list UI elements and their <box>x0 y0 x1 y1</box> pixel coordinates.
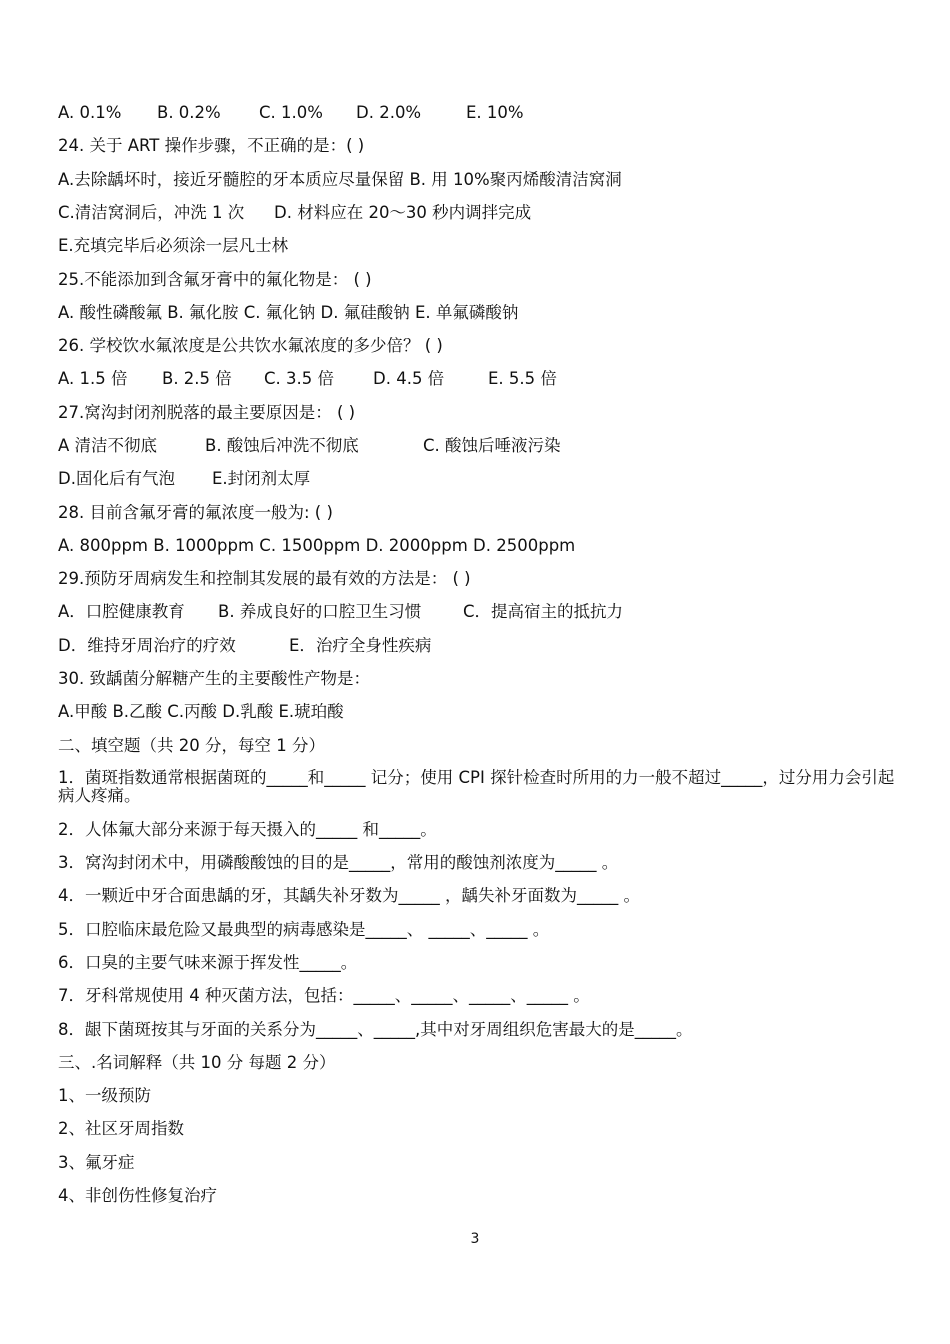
q26-option-b: B. 2.5 倍 <box>162 369 232 388</box>
q23-option-d: D. 2.0% <box>356 103 422 122</box>
term-item-1: 1、一级预防 <box>58 1086 151 1105</box>
fill-item-4: 4．一颗近中牙合面患龋的牙，其龋失补牙数为_____ ，龋失补牙面数为_____ 。 <box>58 886 640 905</box>
q27-question: 27.窝沟封闭剂脱落的最主要原因是： ( ) <box>58 403 356 422</box>
fill-item-6: 6．口臭的主要气味来源于挥发性_____。 <box>58 953 358 972</box>
q29-question: 29.预防牙周病发生和控制其发展的最有效的方法是： ( ) <box>58 569 471 588</box>
q24-options-line3: E.充填完毕后必须涂一层凡士林 <box>58 236 289 255</box>
q23-option-a: A. 0.1% <box>58 103 122 122</box>
fill-item-2: 2．人体氟大部分来源于每天摄入的_____ 和_____。 <box>58 820 437 839</box>
q24-question: 24. 关于 ART 操作步骤，不正确的是：( ) <box>58 136 365 155</box>
q25-question: 25.不能添加到含氟牙膏中的氟化物是： ( ) <box>58 270 372 289</box>
fill-item-7: 7．牙科常规使用 4 种灭菌方法，包括：_____、_____、_____、_____ 。 <box>58 986 590 1005</box>
q27-option-c: C. 酸蚀后唾液污染 <box>423 436 561 455</box>
q28-question: 28. 目前含氟牙膏的氟浓度一般为: ( ) <box>58 503 333 522</box>
q30-options: A.甲酸 B.乙酸 C.丙酸 D.乳酸 E.琥珀酸 <box>58 702 344 721</box>
q27-option-b: B. 酸蚀后冲洗不彻底 <box>205 436 359 455</box>
q29-option-d: D．维持牙周治疗的疗效 <box>58 636 236 655</box>
q26-option-e: E. 5.5 倍 <box>488 369 557 388</box>
q24-options-line1: A.去除龋坏时，接近牙髓腔的牙本质应尽量保留 B. 用 10%聚丙烯酸清洁窝洞 <box>58 170 622 189</box>
term-item-4: 4、非创伤性修复治疗 <box>58 1186 217 1205</box>
q27-option-e: E.封闭剂太厚 <box>212 469 311 488</box>
section3-title: 三、.名词解释（共 10 分 每题 2 分） <box>58 1053 336 1072</box>
q29-option-c: C．提高宿主的抵抗力 <box>463 602 624 621</box>
fill-item-5: 5．口腔临床最危险又最典型的病毒感染是_____、 _____、_____ 。 <box>58 920 550 939</box>
q26-question: 26. 学校饮水氟浓度是公共饮水氟浓度的多少倍？ ( ) <box>58 336 443 355</box>
fill-item-1: 1．菌斑指数通常根据菌斑的_____和_____ 记分；使用 CPI 探针检查时所用的力一般不超过_____，过分用力会引起病人疼痛。 <box>58 768 895 805</box>
q23-option-b: B. 0.2% <box>157 103 221 122</box>
q29-option-a: A．口腔健康教育 <box>58 602 185 621</box>
q27-option-d: D.固化后有气泡 <box>58 469 175 488</box>
term-item-2: 2、社区牙周指数 <box>58 1119 184 1138</box>
q25-options: A. 酸性磷酸氟 B. 氟化胺 C. 氟化钠 D. 氟硅酸钠 E. 单氟磷酸钠 <box>58 303 519 322</box>
fill-item-8: 8．龈下菌斑按其与牙面的关系分为_____、_____,其中对牙周组织危害最大的是_____。 <box>58 1020 693 1039</box>
q26-option-d: D. 4.5 倍 <box>373 369 445 388</box>
q23-option-e: E. 10% <box>466 103 524 122</box>
q26-option-a: A. 1.5 倍 <box>58 369 128 388</box>
q28-options: A. 800ppm B. 1000ppm C. 1500ppm D. 2000ppm D. 2500ppm <box>58 536 576 555</box>
q29-option-e: E．治疗全身性疾病 <box>289 636 432 655</box>
section2-title: 二、填空题（共 20 分，每空 1 分） <box>58 736 325 755</box>
q27-option-a: A 清洁不彻底 <box>58 436 158 455</box>
q29-option-b: B. 养成良好的口腔卫生习惯 <box>218 602 422 621</box>
q24-option-c: C.清洁窝洞后，冲洗 1 次 <box>58 203 245 222</box>
q24-option-d: D. 材料应在 20～30 秒内调拌完成 <box>274 203 532 222</box>
term-item-3: 3、氟牙症 <box>58 1153 135 1172</box>
page-number: 3 <box>470 1231 480 1247</box>
q30-question: 30. 致龋菌分解糖产生的主要酸性产物是： <box>58 669 370 688</box>
q26-option-c: C. 3.5 倍 <box>264 369 334 388</box>
fill-item-3: 3．窝沟封闭术中，用磷酸酸蚀的目的是_____，常用的酸蚀剂浓度为_____ 。 <box>58 853 619 872</box>
q23-option-c: C. 1.0% <box>259 103 323 122</box>
